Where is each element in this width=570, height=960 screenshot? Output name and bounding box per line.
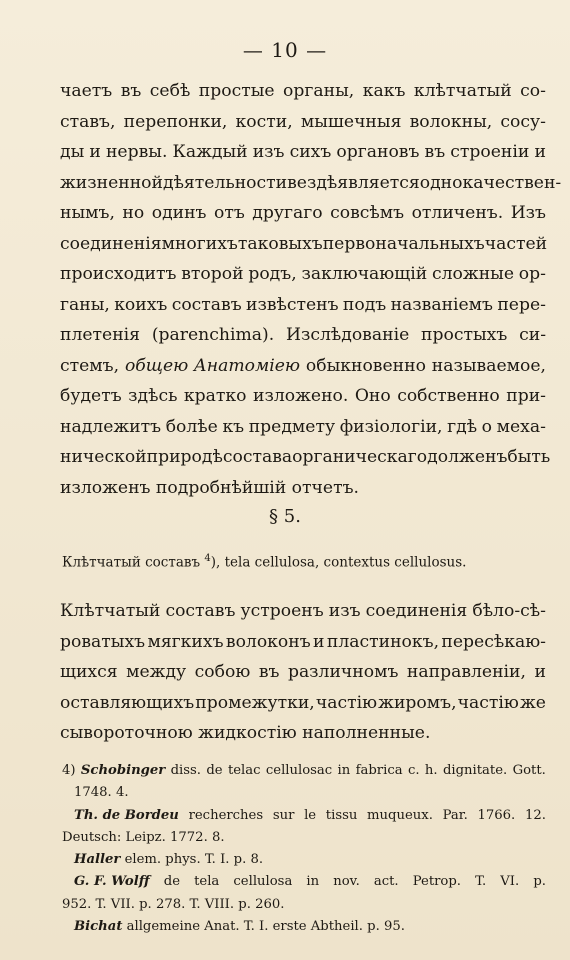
word: подъ [342,294,387,315]
word: соединенія [60,233,162,254]
word: tissu [325,807,358,823]
word: изъ [328,601,361,621]
word: VI. [500,874,520,890]
word: дѣятельности [162,172,288,193]
word: составъ [165,601,236,621]
word: въ [120,81,142,101]
footnote-line: Deutsch: Leipz. 1772. 8. [62,829,225,845]
word: de [163,874,180,890]
word: 12. [524,807,546,823]
word: долженъ [427,447,508,467]
word: кости, [235,111,293,132]
word: de [206,763,223,778]
word: болѣе [165,416,218,437]
footnote-line [62,871,546,893]
text-line [60,290,546,321]
word: соединенія [365,601,468,621]
word: второй [181,264,244,284]
text-line [60,198,546,229]
word: органы, [283,81,355,101]
text-line [60,412,546,443]
word: происходитъ [60,264,177,284]
word: многихъ [161,233,238,254]
footnote-line [62,916,546,938]
section-title-rest: ), tela cellulosa, contextus cellulosus. [210,554,467,571]
word: нервы. [105,142,168,162]
page-number: — 10 — [242,38,328,62]
footnote-author: Schobinger [80,763,166,778]
text-line [60,229,546,260]
word: промежутки, [195,692,315,713]
section-sign: § 5. [269,506,301,527]
word: извѣстенъ [246,294,339,315]
word: перепонки, [123,111,228,132]
word: родъ, [248,264,297,284]
word: роватыхъ [60,631,146,652]
word: клѣтчатый [413,81,512,101]
word: же [519,692,546,713]
word: T. [475,874,487,890]
word: p. [533,874,546,890]
paragraph-2 [60,596,546,749]
word: здѣсь [128,386,178,406]
word: си- [519,325,546,345]
word: быть [507,447,551,467]
word: Изъ [510,203,546,223]
word: частей [484,233,548,254]
footnote-ref: 4 [204,553,211,564]
word: коихъ [114,294,168,315]
word: Оно [354,386,391,406]
word: между [126,662,187,682]
word: обыкновенно [305,355,426,376]
text-line: изложенъ подробнѣйшій отчетъ. [60,477,359,498]
word: muqueux. [367,807,433,823]
footnote-text: elem. phys. T. I. p. 8. [124,852,264,868]
word: бѣло-сѣ- [472,601,546,621]
word: простые [198,81,275,101]
word: и [89,142,101,162]
word: tela [194,874,220,890]
text-line: сывороточною жидкостію наполненные. [60,723,431,743]
word: органическаго [292,447,428,467]
text-line [60,137,546,168]
word: со- [520,81,546,101]
text-line [60,596,546,627]
word: волоконъ [225,631,311,652]
word: состава [222,447,293,467]
footnote-line [62,760,546,782]
word: и [534,142,546,162]
word: о [481,416,493,437]
word: другаго [252,203,323,223]
word: къ [222,416,245,437]
text-line [60,76,546,107]
word: стемъ, [60,355,120,376]
word: ставъ, [60,111,116,132]
text-line [60,627,546,658]
word: является [337,172,420,193]
word: какъ [362,81,406,101]
footnote-author: Th. de Bordeu [74,807,179,823]
word: природѣ [146,447,223,467]
text-line [60,688,546,719]
footnote-line: 952. T. VII. p. 278. T. VIII. p. 260. [62,896,285,912]
word: при- [506,386,546,406]
word: сосу- [500,111,546,132]
word: частію [315,692,378,713]
footnote-line [62,849,546,871]
word: act. [373,874,399,890]
word: направленіи, [406,662,526,682]
footnote-author: Bichat [74,919,123,935]
word: и [313,631,325,652]
footnotes [62,760,546,938]
word: dignitate. [442,763,508,778]
word: жизненной [60,172,163,193]
word: мышечныя [300,111,402,132]
text-line [60,259,546,290]
word: отличенъ. [411,203,504,223]
word: кратко [183,386,247,406]
word: совсѣмъ [330,203,405,223]
word: строеніи [450,142,530,162]
section-title [62,553,546,571]
word: ганы, [60,294,110,315]
word: сложные [432,264,515,284]
word: мягкихъ [147,631,224,652]
word: надлежитъ [60,416,162,437]
word: предмету [248,416,336,437]
word: in [337,763,351,778]
word: сихъ [289,142,332,162]
word: in [306,874,320,890]
word: въ [424,142,446,162]
word: Gott. [512,763,546,778]
word: оставляющихъ [60,692,195,713]
word: пере- [497,294,546,315]
word: 1766. [477,807,516,823]
word: однокачествен- [419,172,562,193]
word: щихся [60,662,118,682]
text-line [60,381,546,412]
word: fabrica [355,763,403,778]
word: частію [457,692,519,713]
word: cellulosa [233,874,293,890]
word: вездѣ [287,172,338,193]
word: собственно [397,386,500,406]
word: le [304,807,317,823]
word: себѣ [149,81,191,101]
word: меха- [496,416,546,437]
text-line [60,657,546,688]
word: различномъ [287,662,399,682]
word: пересѣкаю- [441,631,546,652]
word: волокны, [409,111,493,132]
word: физіологіи, [339,416,443,437]
word: Par. [442,807,468,823]
text-line [60,107,546,138]
word: составъ [171,294,242,315]
paragraph-1 [60,76,562,503]
word: нической [60,447,147,467]
word: органовъ [336,142,420,162]
word: h. [424,763,438,778]
word: (parenchima). [151,325,275,345]
footnote-author: G. F. Wolff [74,874,150,890]
word: recherches [188,807,264,823]
italic-phrase: общею Анатоміею [124,355,301,376]
word: Изслѣдованіе [285,325,410,345]
word: и [534,662,546,682]
word: нымъ, [60,203,115,223]
word: заключающій [301,264,428,284]
word: изъ [252,142,285,162]
word: гдѣ [447,416,478,437]
footnote-line [62,805,546,827]
word: sur [272,807,295,823]
word: ды [60,142,85,162]
word: первоначальныхъ [322,233,485,254]
text-line [60,351,546,382]
word: называемое, [431,355,546,376]
word: отъ [214,203,245,223]
word: изложено. [252,386,349,406]
word: cellulosac [265,763,333,778]
footnote-line: 1748. 4. [74,785,129,801]
word: жиромъ, [378,692,457,713]
word: Petrop. [412,874,461,890]
word: diss. [170,763,201,778]
word: чаетъ [60,81,113,101]
word: telac [227,763,261,778]
word: названіемъ [390,294,493,315]
text-line [60,442,551,473]
footnote-number: 4) [62,763,76,778]
word: плетенія [60,325,141,345]
word: въ [258,662,280,682]
word: nov. [333,874,360,890]
text-line [60,320,546,351]
word: простыхъ [421,325,508,345]
word: Каждый [172,142,248,162]
word: пластинокъ, [326,631,440,652]
word: ор- [518,264,546,284]
word: собою [194,662,251,682]
word: но [122,203,145,223]
section-title-main: Клѣтчатый составъ [62,554,201,571]
word: будетъ [60,386,122,406]
word: одинъ [151,203,207,223]
word: таковыхъ [237,233,323,254]
word: c. [407,763,420,778]
word: Клѣтчатый [60,601,161,621]
word: устроенъ [240,601,324,621]
text-line [60,168,562,199]
footnote-text: allgemeine Anat. T. I. erste Abtheil. p. 95. [126,919,405,935]
footnote-author: Haller [74,852,121,868]
